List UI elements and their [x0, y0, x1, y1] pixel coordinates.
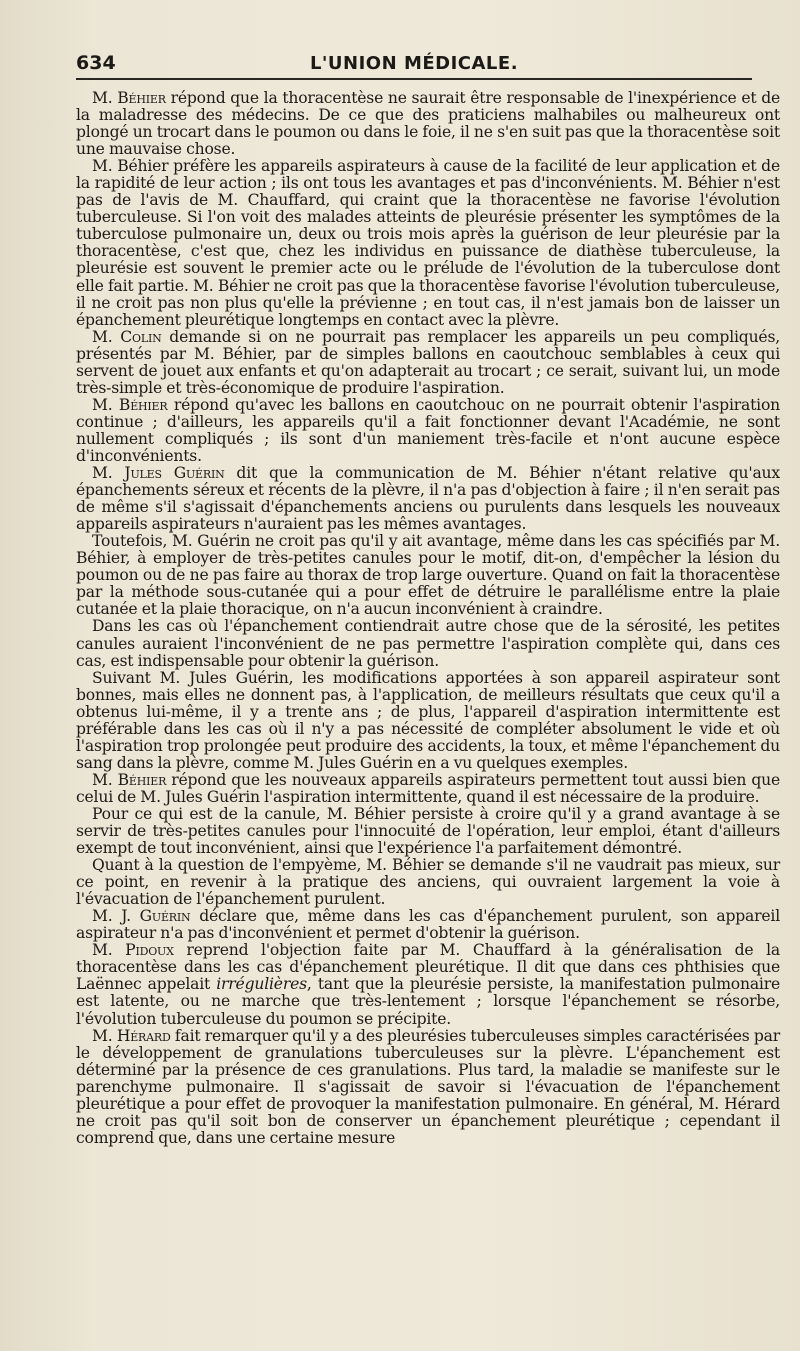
paragraph [76, 90, 780, 158]
speaker-name: M. Jules Guérin [92, 464, 225, 483]
paragraph [76, 618, 780, 669]
page-number: 634 [76, 52, 116, 74]
paragraph-text: Suivant M. Jules Guérin, les modifications apportées à son appareil aspirateur sont bonnes, mais elles ne donnent pas, à l'application, de meilleurs résultats que ceux qu'il a obtenus lui-même, il y a trente ans ; de plus, l'appareil d'aspiration intermittente est préférable dans les cas où il n'y a pas nécessité de compléter absolument le vide et où l'aspiration trop prolongée peut produire des accidents, la toux, et même l'épanchement du sang dans la plèvre, comme M. Jules Guérin en a vu quelques exemples. [76, 668, 780, 772]
paragraph-text: répond que la thoracentèse ne saurait être responsable de l'inexpérience et de la maladresse des médecins. De ce que des praticiens malhabiles ou malheureux ont plongé un trocart dans le poumon ou dans le foie, il ne s'en suit pas que la thoracentèse soit une mauvaise chose. [76, 89, 780, 159]
speaker-name: M. Béhier [92, 89, 166, 107]
italic-term: irrégulières [216, 975, 307, 994]
paragraph-text: dit que la communication de M. Béhier n'étant relative qu'aux épanchements séreux et récents de la plèvre, il n'a pas d'objection à faire ; il n'en serait pas de même s'il s'agissait d'épanchements anciens ou purulents dans lesquels les nouveaux appareils aspirateurs n'auraient pas les mêmes avantages. [76, 464, 780, 534]
speaker-name: M. Pidoux [92, 941, 174, 960]
paragraph-text: fait remarquer qu'il y a des pleurésies tuberculeuses simples caractérisées par le développement de granulations tuberculeuses sur la plèvre. L'épanchement est déterminé par la présence de ces granulations. Plus tard, la maladie se manifeste sur le parenchyme pulmonaire. Il s'agissait de savoir si l'évacuation de l'épanchement pleurétique a pour effet de provoquer la manifestation pulmonaire. En général, M. Hérard ne croit pas qu'il soit bon de conserver un épanchement pleurétique ; cependant il comprend que, dans une certaine mesure [76, 1026, 780, 1147]
paragraph-text: Pour ce qui est de la canule, M. Béhier persiste à croire qu'il y a grand avantage à se servir de très-petites canules pour l'innocuité de l'opération, leur emploi, étant d'ailleurs exempt de tout inconvénient, ainsi que l'expérience l'a parfaitement démontré. [76, 804, 780, 858]
paragraph-text: reprend l'objection faite par M. Chauffard à la généralisation de la thoracentèse dans les cas d'épanchement pleurétique. Il dit que dans ces phthisies que Laënnec appelait [76, 941, 780, 994]
paragraph-text: Quant à la question de l'empyème, M. Béhier se demande s'il ne vaudrait pas mieux, sur ce point, en revenir à la pratique des anciens, qui ouvraient largement la voie à l'évacuation de l'épanchement purulent. [76, 856, 780, 909]
paragraph [76, 158, 780, 328]
paragraph [76, 772, 780, 806]
paragraph [76, 397, 780, 465]
paragraph-text: Dans les cas où l'épanchement contiendrait autre chose que de la sérosité, les petites canules auraient l'inconvénient de ne pas permettre l'aspiration complète qui, dans ces cas, est indispensable pour obtenir la guérison. [76, 617, 780, 670]
paragraph [76, 465, 780, 533]
paragraph [76, 857, 780, 908]
paragraph [76, 329, 780, 397]
paragraph-text: répond que les nouveaux appareils aspirateurs permettent tout aussi bien que celui de M. Jules Guérin l'aspiration intermittente, quand il est nécessaire de la produire. [76, 770, 780, 806]
paragraph-text: déclare que, même dans les cas d'épanchement purulent, son appareil aspirateur n'a pas d'inconvénient et permet d'obtenir la guérison. [76, 907, 780, 943]
paragraph-text: répond qu'avec les ballons en caoutchouc on ne pourrait obtenir l'aspiration continue ; d'ailleurs, les appareils qu'il a fait fonctionner devant l'Académie, ne sont nullement compliqués ; ils sont d'un maniement très-facile et n'ont aucune espèce d'inconvénients. [76, 395, 780, 465]
page-header [76, 46, 752, 80]
paragraph [76, 1028, 780, 1147]
paragraph [76, 942, 780, 1027]
speaker-name: M. Béhier [92, 770, 167, 789]
paragraph-text: demande si on ne pourrait pas remplacer les appareils un peu compliqués, présentés par M. Béhier, par de simples ballons en caoutchouc semblables à ceux qui servent de jouet aux enfants et qu'on adapterait au trocart ; ce serait, suivant lui, un mode très-simple et très-économique de produire l'aspiration. [76, 327, 780, 397]
paragraph [76, 670, 780, 772]
paragraph [76, 533, 780, 618]
paragraph-text: Toutefois, M. Guérin ne croit pas qu'il y ait avantage, même dans les cas spécifiés par M. Béhier, à employer de très-petites canules pour le motif, dit-on, d'empêcher la lésion du poumon ou de ne pas faire au thorax de trop large ouverture. Quand on fait la thoracentèse par la méthode sous-cutanée qui a pour effet de détruire le parallélisme entre la plaie cutanée et la plaie thoracique, on n'a aucun inconvénient à craindre. [76, 532, 780, 619]
body-text [76, 90, 780, 1147]
running-title: L'UNION MÉDICALE. [309, 53, 519, 74]
paragraph-text: , tant que la pleurésie persiste, la manifestation pulmonaire est latente, ou ne marche que très-lentement ; lorsque l'épanchement se résorbe, l'évolution tuberculeuse du poumon se précipite. [76, 975, 780, 1028]
speaker-name: M. Béhier [92, 395, 168, 414]
speaker-name: M. Hérard [92, 1026, 171, 1045]
paragraph-text: M. Béhier préfère les appareils aspirateurs à cause de la facilité de leur application et de la rapidité de leur action ; ils ont tous les avantages et pas d'inconvénients. M. Béhier n'est pas de l'avis de M. Chauffard, qui craint que la thoracentèse ne favorise l'évolution tuberculeuse. Si l'on voit des malades atteints de pleurésie présenter les symptômes de la tuberculose pulmonaire un, deux ou trois mois après la guérison de leur pleurésie par la thoracentèse, c'est que, chez les individus en puissance de diathèse tuberculeuse, la pleurésie est souvent le premier acte ou le prélude de l'évolution de la tuberculose dont elle fait partie. M. Béhier ne croit pas que la thoracentèse favorise l'évolution tuberculeuse, il ne croit pas non plus qu'elle la prévienne ; en tout cas, il n'est jamais bon de laisser un épanchement pleurétique longtemps en contact avec la plèvre. [76, 157, 780, 329]
paragraph [76, 908, 780, 942]
speaker-name: M. Colin [92, 327, 162, 346]
paragraph [76, 806, 780, 857]
speaker-name: M. J. Guérin [92, 907, 191, 926]
